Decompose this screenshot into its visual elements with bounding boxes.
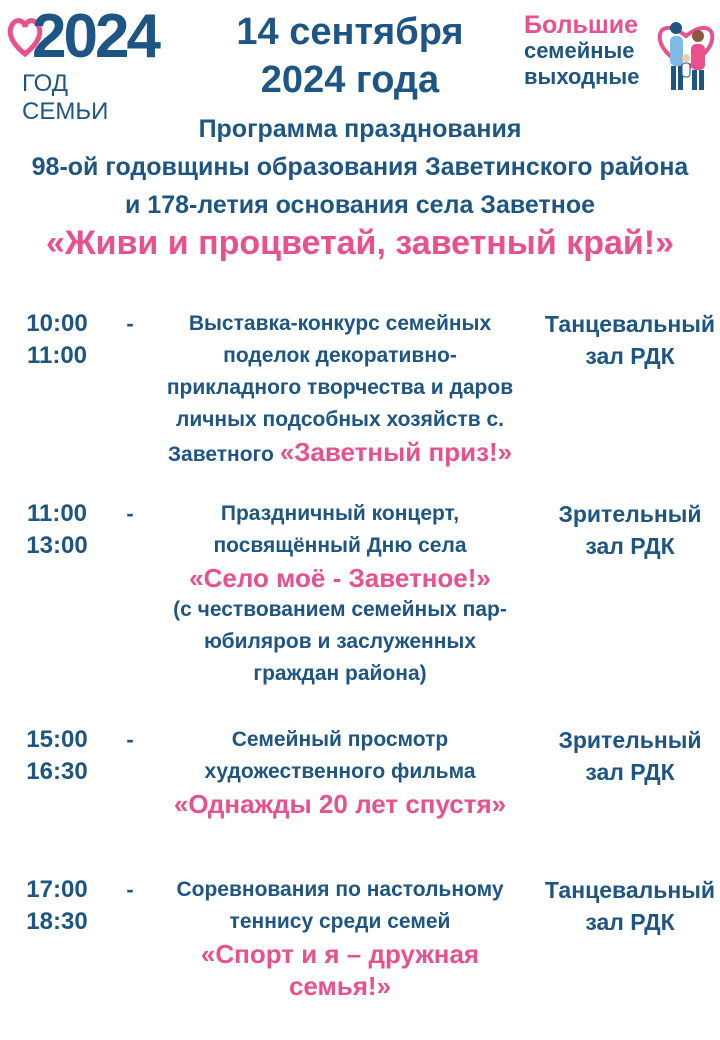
description-line — [150, 436, 530, 471]
logo-right-line-1: Большие — [524, 11, 638, 39]
description-line: теннису среди семей — [229, 910, 451, 933]
event-time — [14, 308, 100, 372]
logo-subtitle: ГОД СЕМЬИ — [22, 70, 109, 125]
dash: - — [126, 501, 134, 526]
start-time: 11:00 — [26, 500, 88, 527]
event-title-highlight: «Село моё - Заветное!» — [189, 563, 491, 593]
event-time — [14, 498, 100, 562]
program-line-1: Программа празднования — [198, 115, 522, 143]
dash: - — [126, 877, 134, 902]
event-title-highlight: «Однажды 20 лет спустя» — [173, 789, 507, 819]
description-tail: Заветного — [167, 443, 274, 466]
location-line: зал РДК — [585, 533, 675, 559]
date-line-2: 2024 года — [260, 59, 440, 101]
event-description — [150, 498, 530, 690]
end-time: 18:30 — [26, 908, 88, 935]
dash: - — [126, 727, 134, 752]
start-time: 17:00 — [26, 876, 88, 903]
event-title-highlight: семья!» — [288, 971, 392, 1001]
location-line: зал РДК — [585, 909, 675, 935]
dash: - — [126, 311, 134, 336]
description-line: Соревнования по настольному — [176, 878, 504, 901]
program-line-3: и 178-летия основания села Заветное — [124, 191, 596, 219]
motto: «Живи и процветай, заветный край!» — [45, 224, 675, 262]
event-location — [540, 498, 720, 562]
description-line: Выставка-конкурс семейных — [188, 312, 492, 335]
event-description — [150, 724, 530, 820]
description-line: юбиляров и заслуженных — [203, 630, 477, 653]
start-time: 10:00 — [26, 310, 88, 337]
program-line-2: 98-ой годовщины образования Заветинского района — [31, 153, 689, 181]
event-title-highlight: «Спорт и я – дружная — [200, 939, 480, 969]
logo-right-line-3: выходные — [524, 64, 640, 89]
event-description — [150, 874, 530, 1002]
description-line: поделок декоративно- — [223, 344, 457, 367]
description-line: Праздничный концерт, — [220, 502, 460, 525]
start-time: 15:00 — [26, 726, 88, 753]
year-of-family-logo — [4, 2, 158, 125]
end-time: 16:30 — [26, 758, 88, 785]
family-weekend-logo — [524, 4, 718, 104]
event-location — [540, 874, 720, 938]
location-line: Зрительный — [558, 501, 702, 527]
end-time: 11:00 — [26, 342, 88, 369]
location-line: Зрительный — [558, 727, 702, 753]
program-title — [0, 110, 720, 224]
event-description — [150, 308, 530, 471]
logo-year: 2024 — [32, 2, 158, 71]
event-time — [14, 724, 100, 788]
date-line-1: 14 сентября — [236, 11, 464, 53]
description-line: Семейный просмотр — [231, 728, 449, 751]
description-line: (с чествованием семейных пар- — [173, 598, 507, 621]
location-line: зал РДК — [585, 759, 675, 785]
location-line: Танцевальный — [544, 311, 716, 337]
family-illustration-icon — [654, 6, 718, 98]
event-title-highlight: «Заветный приз!» — [279, 437, 513, 467]
location-line: зал РДК — [585, 343, 675, 369]
description-line: художественного фильма — [204, 760, 476, 783]
event-date — [200, 8, 500, 104]
logo-right-line-2: семейные — [524, 38, 635, 63]
event-location — [540, 308, 720, 372]
location-line: Танцевальный — [544, 877, 716, 903]
event-time — [14, 874, 100, 938]
event-location — [540, 724, 720, 788]
description-line: личных подсобных хозяйств с. — [175, 408, 504, 431]
description-line: граждан района) — [253, 662, 427, 685]
description-line: посвящённый Дню села — [213, 534, 467, 557]
end-time: 13:00 — [26, 532, 88, 559]
description-line: прикладного творчества и даров — [166, 376, 514, 399]
